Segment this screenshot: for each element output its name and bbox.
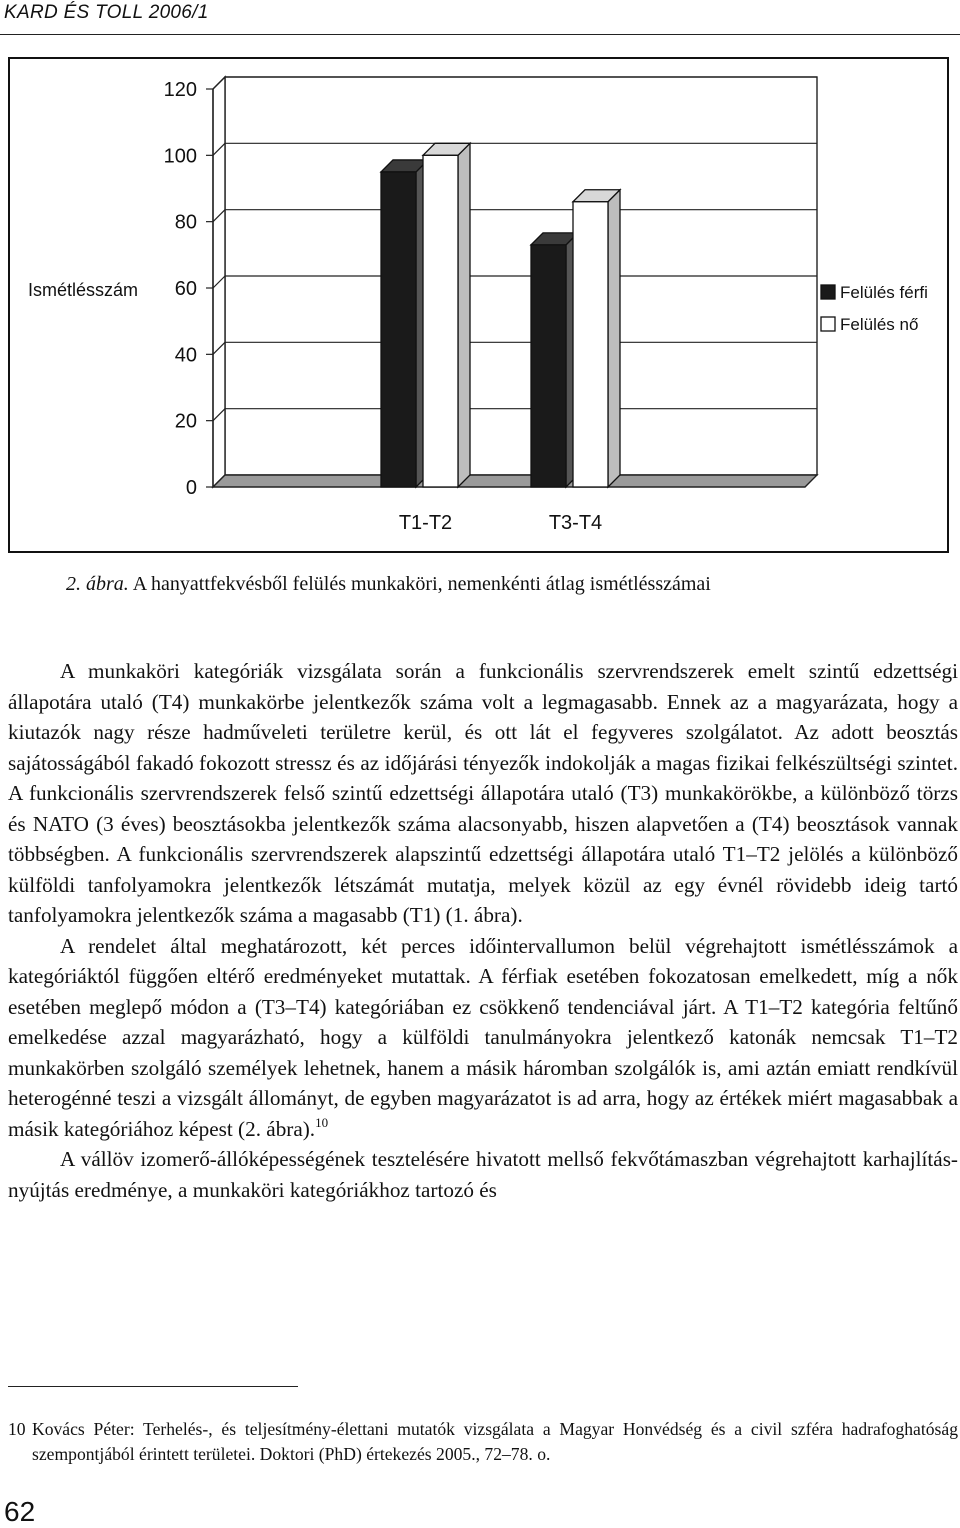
paragraph-1: A munkaköri kategóriák vizsgálata során a funkcionális szervrendszerek emelt szintű edzettségi állapotára utaló (T4) munkakörbe jelentkezők száma volt a legmagasabb. Ennek az a magyarázata, hogy a kiutazók nagy része hadműveleti területre kerül, és ott lát el fegyveres szolgálatot. Az adott beosztás sajátosságából fakadó fokozott stressz és az időjárási tényezők indokolják a magas fizikai felkészültségi szintet. A funkcionális szervrendszerek felső szintű edzettségi állapotára utaló (T3) munkakörökbe, a különböző törzs és NATO (3 éves) beosztásokba jelentkezők száma alacsonyabb, hiszen alapvetően a (T4) beosztások vannak többségben. A funkcionális szervrendszerek alapszintű edzettségi állapotára utaló T1–T2 jelölés a különböző külföldi tanfolyamokra jelentkezők létszámát mutatja, melyek közül az egy évnél rövidebb ideig tartó tanfolyamokra jelentkezők száma a magasabb (T1) (1. ábra). — [8, 659, 958, 927]
y-axis-label: Ismétlésszám — [28, 280, 139, 300]
footnote-number: 10 — [8, 1419, 26, 1439]
y-tick-label: 80 — [174, 211, 197, 234]
page-number: 62 — [4, 1496, 36, 1527]
journal-header: KARD ÉS TOLL 2006/1 — [4, 2, 209, 23]
header-rule — [0, 34, 960, 35]
y-tick-label: 120 — [163, 79, 197, 101]
legend-swatch-0 — [821, 285, 835, 299]
paragraph-2 — [8, 931, 958, 1145]
footnote — [8, 1417, 958, 1467]
footnote-text: Kovács Péter: Terhelés-, és teljesítmény-élettani mutatók vizsgálata a Magyar Honvédség és a civil szféra hadrafoghatóság szempontjából érintett területei. Doktori (PhD) értekezés 2005., 72–78. o. — [32, 1419, 958, 1464]
paragraph-3: A vállöv izomerő-állóképességének tesztelésére hivatott mellső fekvőtámaszban végrehajtott karhajlítás-nyújtás eredménye, a munkaköri kategóriákhoz tartozó és — [8, 1147, 958, 1202]
body-text — [8, 656, 958, 1205]
figure-frame — [8, 57, 949, 553]
caption-label: 2. ábra. — [66, 573, 129, 595]
bar-0-0 — [381, 172, 416, 487]
figure-caption — [66, 573, 711, 596]
bar-chart — [10, 59, 951, 555]
bar-1-1 — [573, 202, 608, 487]
y-tick-label: 0 — [185, 477, 197, 499]
bar-side-1-1 — [608, 190, 620, 487]
bar-0-1 — [531, 245, 566, 487]
chart-floor — [213, 475, 817, 487]
bar-1-0 — [423, 155, 458, 487]
y-tick-label: 60 — [174, 278, 197, 300]
legend-swatch-1 — [821, 317, 835, 331]
y-tick-label: 100 — [163, 145, 197, 168]
bar-side-1-0 — [458, 143, 470, 487]
legend-label-0: Felülés férfi — [840, 283, 928, 302]
paragraph-2-text: A rendelet által meghatározott, két perces időintervallumon belül végrehajtott ismétlésszámok a kategóriáktól függően eltérő eredményeket mutattak. A férfiak esetében fokozatosan emelkedett, míg a nők esetében meglepő módon a (T3–T4) kategóriában ez csökkenő tendenciával járt. A T1–T2 kategória feltűnő emelkedése azzal magyarázható, hogy a külföldi tanulmányokra jelentkező katonák nemcsak T1–T2 munkakörben szolgáló személyek lehetnek, hanem a másik háromban szolgálók is, ami aztán emiatt rendkívül heterogénné teszi a vizsgált állományt, de egyben magyarázatot is ad arra, hogy az értékek miért magasabbak a másik kategóriához képest (2. ábra). — [8, 933, 958, 1141]
y-tick-label: 40 — [174, 344, 197, 367]
x-tick-label: T3-T4 — [548, 512, 603, 534]
caption-text: A hanyattfekvésből felülés munkaköri, nemenkénti átlag ismétlésszámai — [132, 573, 711, 595]
y-tick-label: 20 — [174, 410, 197, 433]
x-tick-label: T1-T2 — [398, 512, 453, 534]
legend-label-1: Felülés nő — [840, 315, 919, 334]
footnote-rule — [8, 1386, 298, 1387]
footnote-ref: 10 — [315, 1114, 329, 1130]
